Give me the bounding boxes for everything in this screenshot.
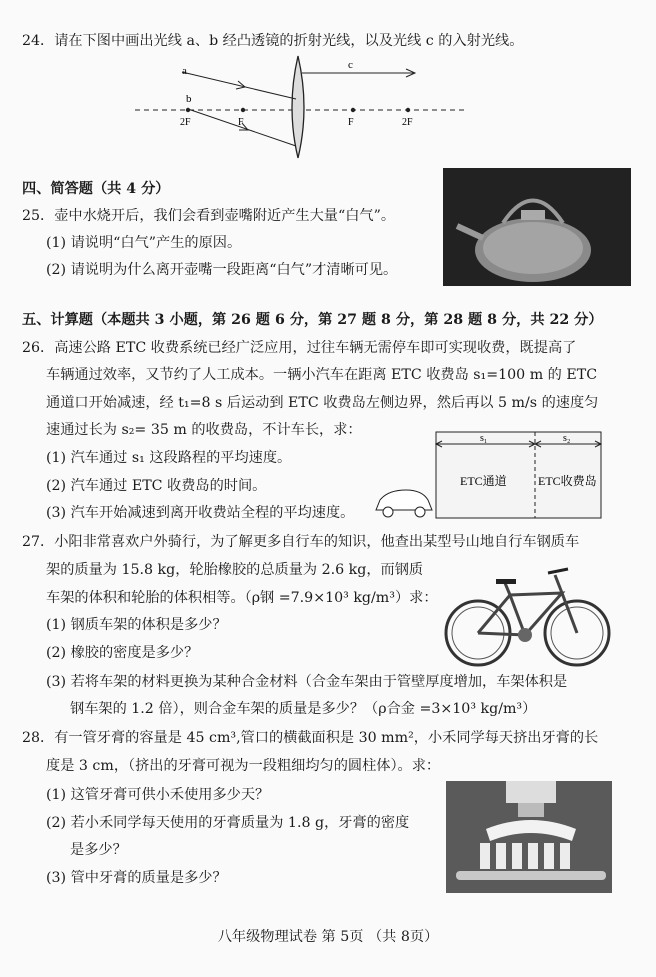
label-f-right: F xyxy=(348,117,354,128)
q28-sub1: (1) 这管牙膏可供小禾使用多少天？ xyxy=(46,787,270,803)
q28-sub3: (3) 管中牙膏的质量是多少？ xyxy=(46,870,227,886)
q27-sub1: (1) 钢质车架的体积是多少？ xyxy=(46,617,227,633)
lens-diagram xyxy=(130,52,470,164)
q28-line1: 28．有一管牙膏的容量是 45 cm³,管口的横截面积是 30 mm²，小禾同学每天挤出牙膏的长 xyxy=(22,730,599,746)
label-s2: s₂ xyxy=(563,433,571,444)
q26-line2: 车辆通过效率，又节约了人工成本。一辆小汽车在距离 ETC 收费岛 s₁=100 m 的 ETC xyxy=(46,367,598,383)
q27-sub3b: 钢车架的 1.2 倍），则合金车架的质量是多少？（ρ合金 =3×10³ kg/m³） xyxy=(70,701,537,717)
section4-title: 四、简答题（共 4 分） xyxy=(22,181,170,197)
label-c: c xyxy=(348,59,353,71)
q27-sub3a: (3) 若将车架的材料更换为某种合金材料（合金车架由于管壁厚度增加，车架体积是 xyxy=(46,674,568,690)
bicycle-image xyxy=(440,555,615,670)
q25-sub2: (2) 请说明为什么离开壶嘴一段距离“白气”才清晰可见。 xyxy=(46,262,398,278)
toothpaste-photo xyxy=(446,781,612,893)
convex-lens xyxy=(292,56,304,158)
q25-sub1: (1) 请说明“白气”产生的原因。 xyxy=(46,235,242,251)
q24-text: 24．请在下图中画出光线 a、b 经凸透镜的折射光线，以及光线 c 的入射光线。 xyxy=(22,33,524,49)
q26-sub3: (3) 汽车开始减速到离开收费站全程的平均速度。 xyxy=(46,505,355,521)
q26-sub1: (1) 汽车通过 s₁ 这段路程的平均速度。 xyxy=(46,450,292,466)
q27-line2: 架的质量为 15.8 kg，轮胎橡胶的总质量为 2.6 kg，而钢质 xyxy=(46,562,424,578)
q28-sub2b: 是多少？ xyxy=(70,842,127,858)
ray-a xyxy=(182,72,296,99)
etc-diagram xyxy=(370,430,610,520)
label-2f-right: 2F xyxy=(402,117,413,128)
label-f-left: F xyxy=(238,117,244,128)
q28-line2: 度是 3 cm，（挤出的牙膏可视为一段粗细均匀的圆柱体）。求： xyxy=(46,758,441,774)
q26-line1: 26．高速公路 ETC 收费系统已经广泛应用，过往车辆无需停车即可实现收费，既提高了 xyxy=(22,340,577,356)
label-2f-left: 2F xyxy=(180,117,191,128)
q26-line3: 通道口开始减速，经 t₁=8 s 后运动到 ETC 收费岛左侧边界，然后再以 5 m/s 的速度匀 xyxy=(46,395,599,411)
q28-sub2a: (2) 若小禾同学每天使用的牙膏质量为 1.8 g，牙膏的密度 xyxy=(46,815,410,831)
point-f-left xyxy=(241,108,245,112)
point-f-right xyxy=(351,108,355,112)
q26-line4: 速通过长为 s₂= 35 m 的收费岛，不计车长，求： xyxy=(46,422,362,438)
page-footer: 八年级物理试卷 第 5页 （共 8页） xyxy=(217,929,439,945)
point-2f-left xyxy=(186,108,190,112)
point-2f-right xyxy=(406,108,410,112)
car-icon xyxy=(376,490,432,517)
label-a: a xyxy=(182,65,187,77)
label-s1: s₁ xyxy=(480,433,488,444)
q26-sub2: (2) 汽车通过 ETC 收费岛的时间。 xyxy=(46,478,267,494)
q27-line1: 27．小阳非常喜欢户外骑行，为了解更多自行车的知识，他查出某型号山地自行车钢质车 xyxy=(22,534,580,550)
q27-sub2: (2) 橡胶的密度是多少？ xyxy=(46,645,199,661)
section5-title: 五、计算题（本题共 3 小题，第 26 题 6 分，第 27 题 8 分，第 28 题 8 分，共 22 分） xyxy=(22,312,603,328)
label-b: b xyxy=(186,93,192,105)
label-etc-lane: ETC通道 xyxy=(460,474,507,488)
q27-line3: 车架的体积和轮胎的体积相等。（ρ钢 =7.9×10³ kg/m³）求： xyxy=(46,590,438,606)
label-etc-island: ETC收费岛 xyxy=(538,474,597,488)
kettle-photo xyxy=(443,168,631,286)
q25-stem: 25．壶中水烧开后，我们会看到壶嘴附近产生大量“白气”。 xyxy=(22,208,396,224)
